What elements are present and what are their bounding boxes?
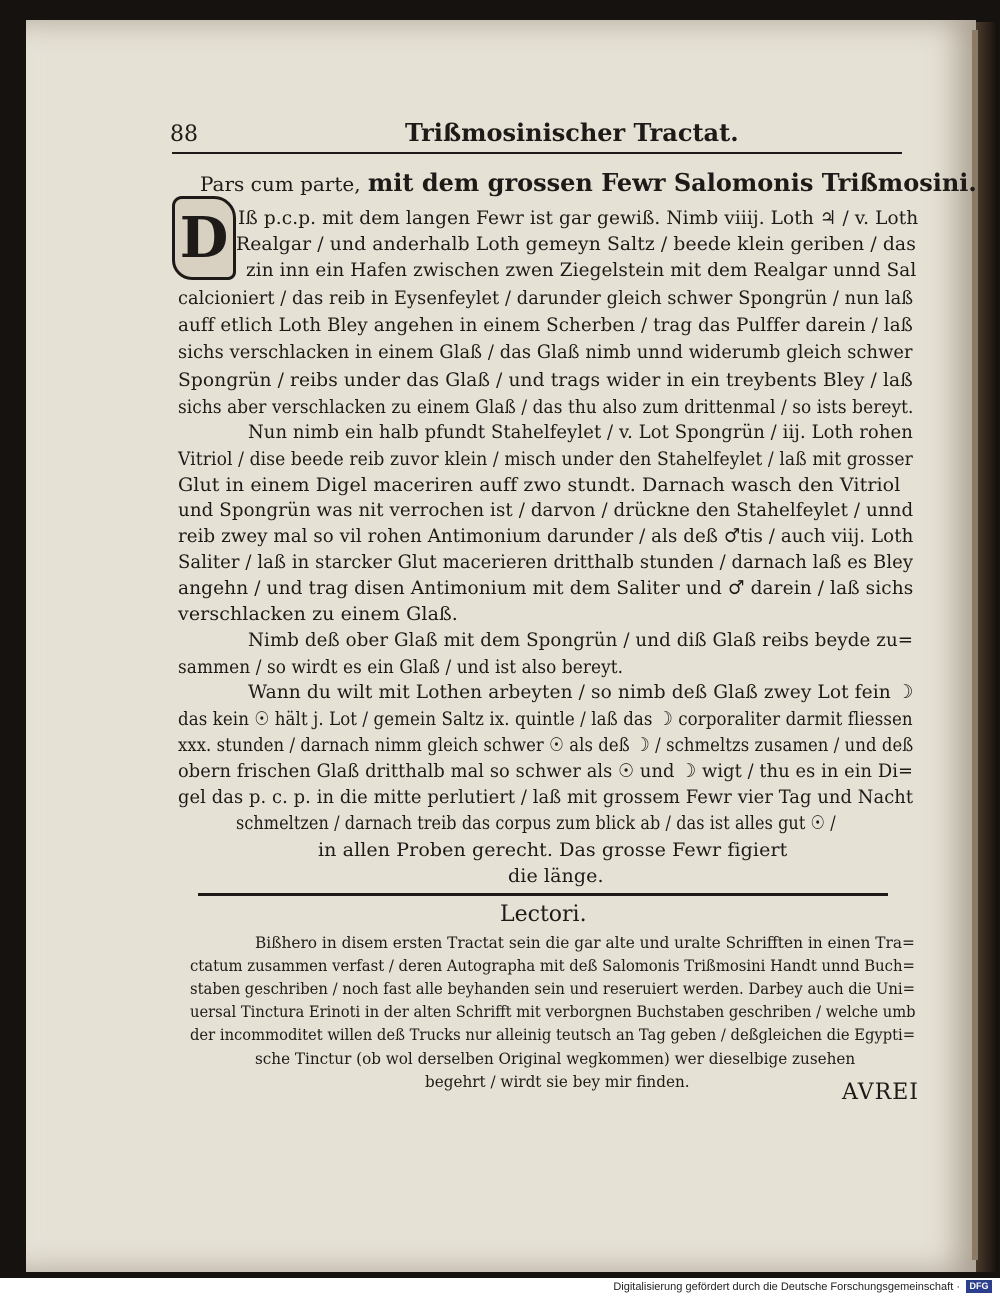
- body-line: reib zwey mal so vil rohen Antimonium darunder / als deß ♂tis / auch viij. Loth: [178, 525, 914, 547]
- section-title-latin: Pars cum parte,: [200, 172, 361, 196]
- body-line: angehn / und trag disen Antimonium mit dem Saliter und ♂ darein / laß sichs: [178, 577, 914, 599]
- lectori-line: sche Tinctur (ob wol derselben Original wegkommen) wer dieselbige zusehen: [255, 1050, 856, 1068]
- page-number: 88: [170, 122, 198, 147]
- page-header: [150, 108, 910, 148]
- body-line: zin inn ein Hafen zwischen zwen Ziegelstein mit dem Realgar unnd Sal: [246, 259, 917, 281]
- section-title: [200, 168, 977, 197]
- body-line: das kein ☉ hält j. Lot / gemein Saltz ix. quintle / laß das ☽ corporaliter darmit fliessen: [178, 708, 913, 730]
- lectori-line: staben geschriben / noch fast alle beyhanden sein und reseruiert werden. Darbey auch die Uni=: [190, 980, 916, 998]
- body-line: Glut in einem Digel maceriren auff zwo stundt. Darnach wasch den Vitriol: [178, 474, 901, 496]
- lectori-heading: Lectori.: [500, 902, 587, 927]
- dfg-logo: DFG: [966, 1280, 992, 1293]
- running-title: Trißmosinischer Tractat.: [405, 118, 739, 147]
- body-line: Saliter / laß in starcker Glut macerieren dritthalb stunden / darnach laß es Bley: [178, 551, 914, 573]
- lectori-line: uersal Tinctura Erinoti in der alten Schrifft mit verborgnen Buchstaben geschriben / welche umb: [190, 1003, 916, 1021]
- body-line: Nun nimb ein halb pfundt Stahelfeylet / v. Lot Spongrün / iij. Loth rohen: [248, 421, 913, 443]
- body-line: sichs verschlacken in einem Glaß / das Glaß nimb unnd widerumb gleich schwer: [178, 341, 913, 363]
- body-line: schmeltzen / darnach treib das corpus zum blick ab / das ist alles gut ☉ /: [236, 812, 836, 834]
- body-line: und Spongrün was nit verrochen ist / darvon / drückne den Stahelfeylet / unnd: [178, 499, 914, 521]
- section-title-german: mit dem grossen Fewr Salomonis Trißmosini.: [367, 168, 977, 197]
- body-line: Vitriol / dise beede reib zuvor klein / misch under den Stahelfeylet / laß mit grosser: [178, 448, 913, 470]
- body-line: Realgar / und anderhalb Loth gemeyn Saltz / beede klein geriben / das: [236, 233, 916, 255]
- header-rule: [172, 152, 902, 154]
- footer-credit: Digitalisierung gefördert durch die Deutsche Forschungsgemeinschaft ·: [613, 1281, 960, 1293]
- catchword: AVREI: [842, 1080, 919, 1105]
- body-line: Wann du wilt mit Lothen arbeyten / so nimb deß Glaß zwey Lot fein ☽: [248, 681, 914, 703]
- lectori-line: ctatum zusammen verfast / deren Autographa mit deß Salomonis Trißmosini Handt unnd Buch=: [190, 957, 915, 975]
- lectori-line: begehrt / wirdt sie bey mir finden.: [425, 1073, 690, 1091]
- body-line: gel das p. c. p. in die mitte perlutiert / laß mit grossem Fewr vier Tag und Nacht: [178, 786, 914, 808]
- drop-cap-initial: D: [172, 196, 236, 280]
- section-divider: [198, 893, 888, 896]
- body-line: auff etlich Loth Bley angehen in einem Scherben / trag das Pulffer darein / laß: [178, 314, 913, 336]
- page-edge-right: [976, 22, 998, 1272]
- body-line: obern frischen Glaß dritthalb mal so schwer als ☉ und ☽ wigt / thu es in ein Di=: [178, 760, 913, 782]
- body-line: Iß p.c.p. mit dem langen Fewr ist gar gewiß. Nimb viiij. Loth ♃ / v. Loth: [238, 207, 919, 229]
- body-line: sammen / so wirdt es ein Glaß / und ist also bereyt.: [178, 656, 624, 678]
- body-line: Spongrün / reibs under das Glaß / und trags wider in ein treybents Bley / laß: [178, 369, 913, 391]
- body-line: calcioniert / das reib in Eysenfeylet / darunder gleich schwer Spongrün / nun laß: [178, 287, 914, 309]
- lectori-line: der incommoditet willen deß Trucks nur alleinig teutsch an Tag geben / deßgleichen die Egypti=: [190, 1026, 916, 1044]
- page-edge-highlight: [972, 30, 978, 1260]
- lectori-line: Bißhero in disem ersten Tractat sein die gar alte und uralte Schrifften in einen Tra=: [255, 934, 915, 952]
- body-line: sichs aber verschlacken zu einem Glaß / das thu also zum drittenmal / so ists bereyt.: [178, 396, 914, 418]
- body-line: die länge.: [508, 865, 604, 887]
- body-line: in allen Proben gerecht. Das grosse Fewr figiert: [318, 839, 788, 861]
- body-line: verschlacken zu einem Glaß.: [178, 603, 458, 625]
- body-line: Nimb deß ober Glaß mit dem Spongrün / und diß Glaß reibs beyde zu=: [248, 629, 914, 651]
- body-line: xxx. stunden / darnach nimm gleich schwer ☉ als deß ☽ / schmeltzs zusamen / und deß: [178, 734, 914, 756]
